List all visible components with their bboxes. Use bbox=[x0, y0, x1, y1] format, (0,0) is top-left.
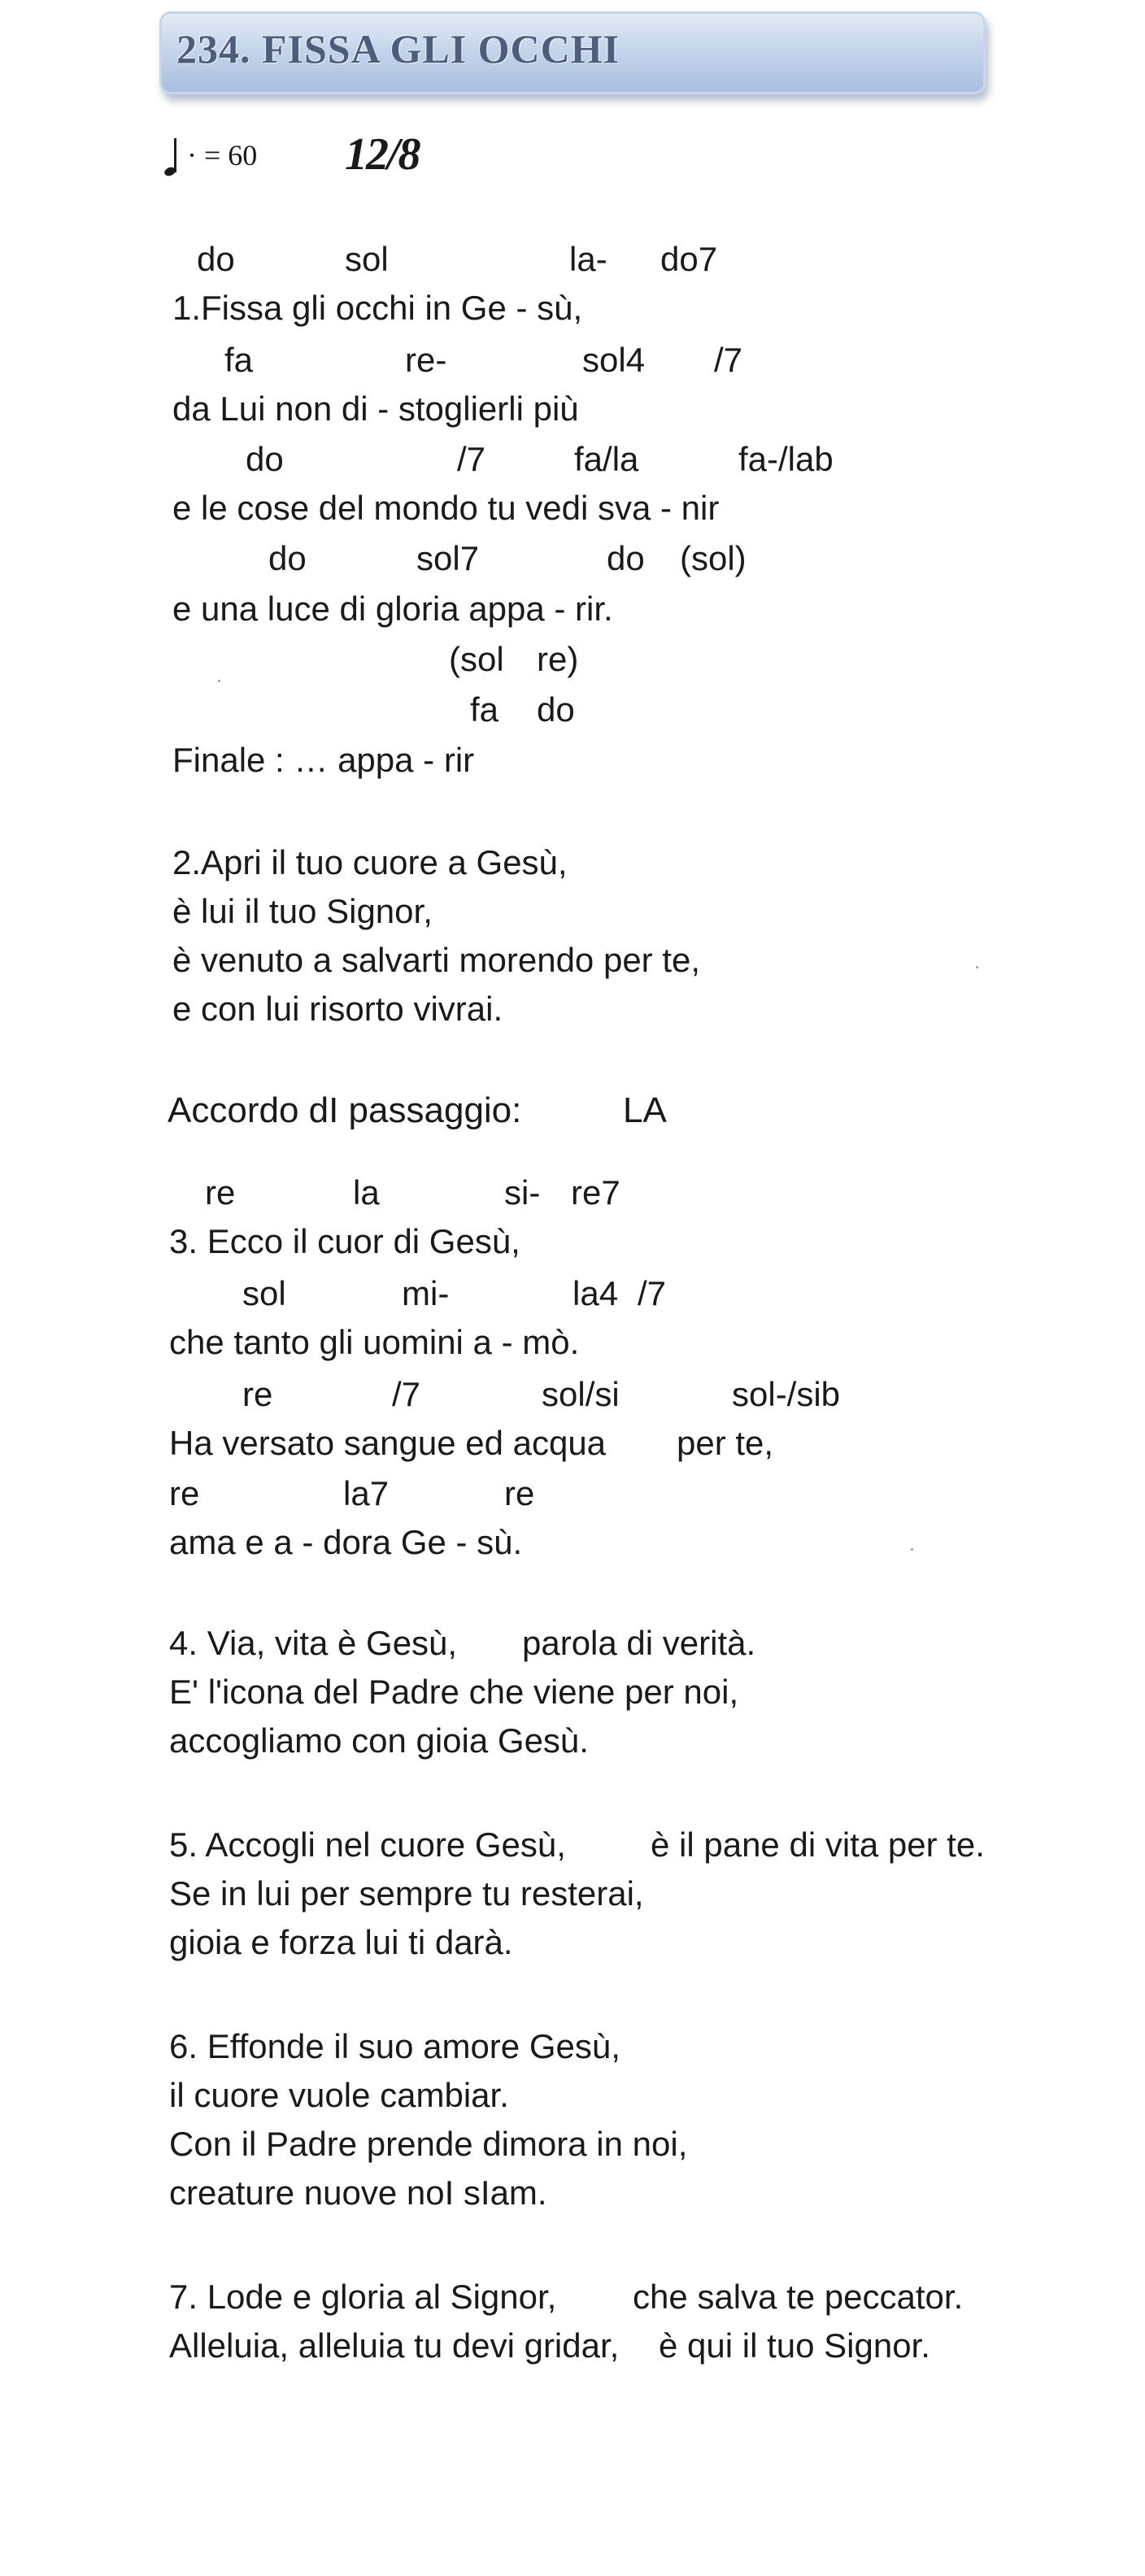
chord: re bbox=[242, 1375, 273, 1413]
scan-speck bbox=[218, 680, 220, 682]
chord: do bbox=[246, 440, 284, 478]
chord: sol4 bbox=[582, 341, 646, 379]
lyric-line: è il pane di vita per te. bbox=[651, 1825, 985, 1864]
lyric-line: Ha versato sangue ed acqua bbox=[169, 1424, 607, 1462]
lyric-line: E' l'icona del Padre che viene per noi, bbox=[169, 1673, 739, 1711]
chord: do bbox=[197, 240, 235, 278]
lyric-line: 2.Apri il tuo cuore a Gesù, bbox=[172, 843, 568, 881]
lyric-line: e una luce di gloria appa - rir. bbox=[172, 590, 613, 628]
chord: sol-/sib bbox=[732, 1375, 841, 1413]
chord: re7 bbox=[571, 1173, 620, 1212]
chord: fa bbox=[470, 690, 499, 729]
lyric-line: Con il Padre prende dimora in noi, bbox=[169, 2125, 688, 2163]
chord: do bbox=[607, 539, 645, 577]
lyric-line: ama e a - dora Ge - sù. bbox=[169, 1523, 523, 1561]
chord: /7 bbox=[457, 440, 486, 478]
scan-speck bbox=[976, 966, 978, 968]
lyric-line: 5. Accogli nel cuore Gesù, bbox=[169, 1825, 566, 1864]
lyric-line: 6. Effonde il suo amore Gesù, bbox=[169, 2027, 620, 2065]
lyric-line: creature nuove noI sIam. bbox=[169, 2174, 547, 2212]
chord: (sol bbox=[449, 640, 504, 678]
scan-speck bbox=[911, 1548, 913, 1551]
lyric-line: per te, bbox=[677, 1424, 774, 1462]
chord: /7 bbox=[714, 341, 743, 379]
chord: re bbox=[504, 1474, 535, 1512]
lyric-line: gioia e forza lui ti darà. bbox=[169, 1923, 513, 1961]
chord: sol bbox=[345, 240, 389, 278]
chord: /7 bbox=[392, 1375, 421, 1413]
lyric-line: 7. Lode e gloria al Signor, bbox=[169, 2278, 557, 2316]
lyric-line: che salva te peccator. bbox=[633, 2278, 964, 2316]
chord: do bbox=[268, 539, 307, 577]
lyric-line: è lui il tuo Signor, bbox=[172, 892, 433, 930]
chord: re) bbox=[537, 640, 579, 678]
finale-line: Finale : … appa - rir bbox=[172, 741, 475, 779]
lyric-line: è venuto a salvarti morendo per te, bbox=[172, 941, 701, 979]
lyric-line: parola di verità. bbox=[522, 1624, 756, 1662]
lyric-line: Alleluia, alleluia tu devi gridar, bbox=[169, 2326, 620, 2365]
lyric-line: e con lui risorto vivrai. bbox=[172, 990, 503, 1028]
lyric-line: che tanto gli uomini a - mò. bbox=[169, 1323, 580, 1361]
chord: fa-/lab bbox=[738, 440, 834, 478]
chord: (sol) bbox=[680, 539, 747, 577]
lyric-line: 3. Ecco il cuor di Gesù, bbox=[169, 1222, 520, 1260]
passage-chord: LA bbox=[623, 1090, 667, 1130]
tempo-value: · = 60 bbox=[187, 139, 258, 172]
song-title: 234. FISSA GLI OCCHI bbox=[176, 26, 620, 72]
lyric-line: da Lui non di - stoglierli più bbox=[172, 389, 579, 428]
lyric-line: 1.Fissa gli occhi in Ge - sù, bbox=[172, 289, 583, 327]
chord: re bbox=[205, 1173, 236, 1212]
chord: do bbox=[537, 690, 575, 729]
passage-label: Accordo dI passaggio: bbox=[168, 1090, 522, 1130]
lyric-line: Se in lui per sempre tu resterai, bbox=[169, 1874, 644, 1912]
lyric-line: e le cose del mondo tu vedi sva - nir bbox=[172, 489, 720, 527]
chord: mi- bbox=[402, 1274, 450, 1312]
chord: la bbox=[353, 1173, 380, 1212]
chord: sol bbox=[242, 1274, 286, 1312]
chord: sol/si bbox=[542, 1375, 620, 1413]
chord: sol7 bbox=[416, 539, 480, 577]
chord: si- bbox=[504, 1173, 541, 1212]
chord: la- bbox=[569, 240, 607, 278]
lyric-line: il cuore vuole cambiar. bbox=[169, 2076, 509, 2114]
chord: re bbox=[169, 1474, 200, 1512]
chord: la4 bbox=[572, 1274, 619, 1312]
chord: re- bbox=[405, 341, 447, 379]
chord: /7 bbox=[638, 1274, 667, 1312]
lyric-line: è qui il tuo Signor. bbox=[659, 2326, 930, 2365]
lyric-line: accogliamo con gioia Gesù. bbox=[169, 1721, 589, 1760]
chord: do7 bbox=[660, 240, 718, 278]
time-signature: 12/8 bbox=[345, 129, 420, 180]
lyric-line: 4. Via, vita è Gesù, bbox=[169, 1624, 458, 1662]
chord: la7 bbox=[343, 1474, 390, 1512]
chord: fa/la bbox=[574, 440, 639, 478]
chord: fa bbox=[224, 341, 254, 379]
